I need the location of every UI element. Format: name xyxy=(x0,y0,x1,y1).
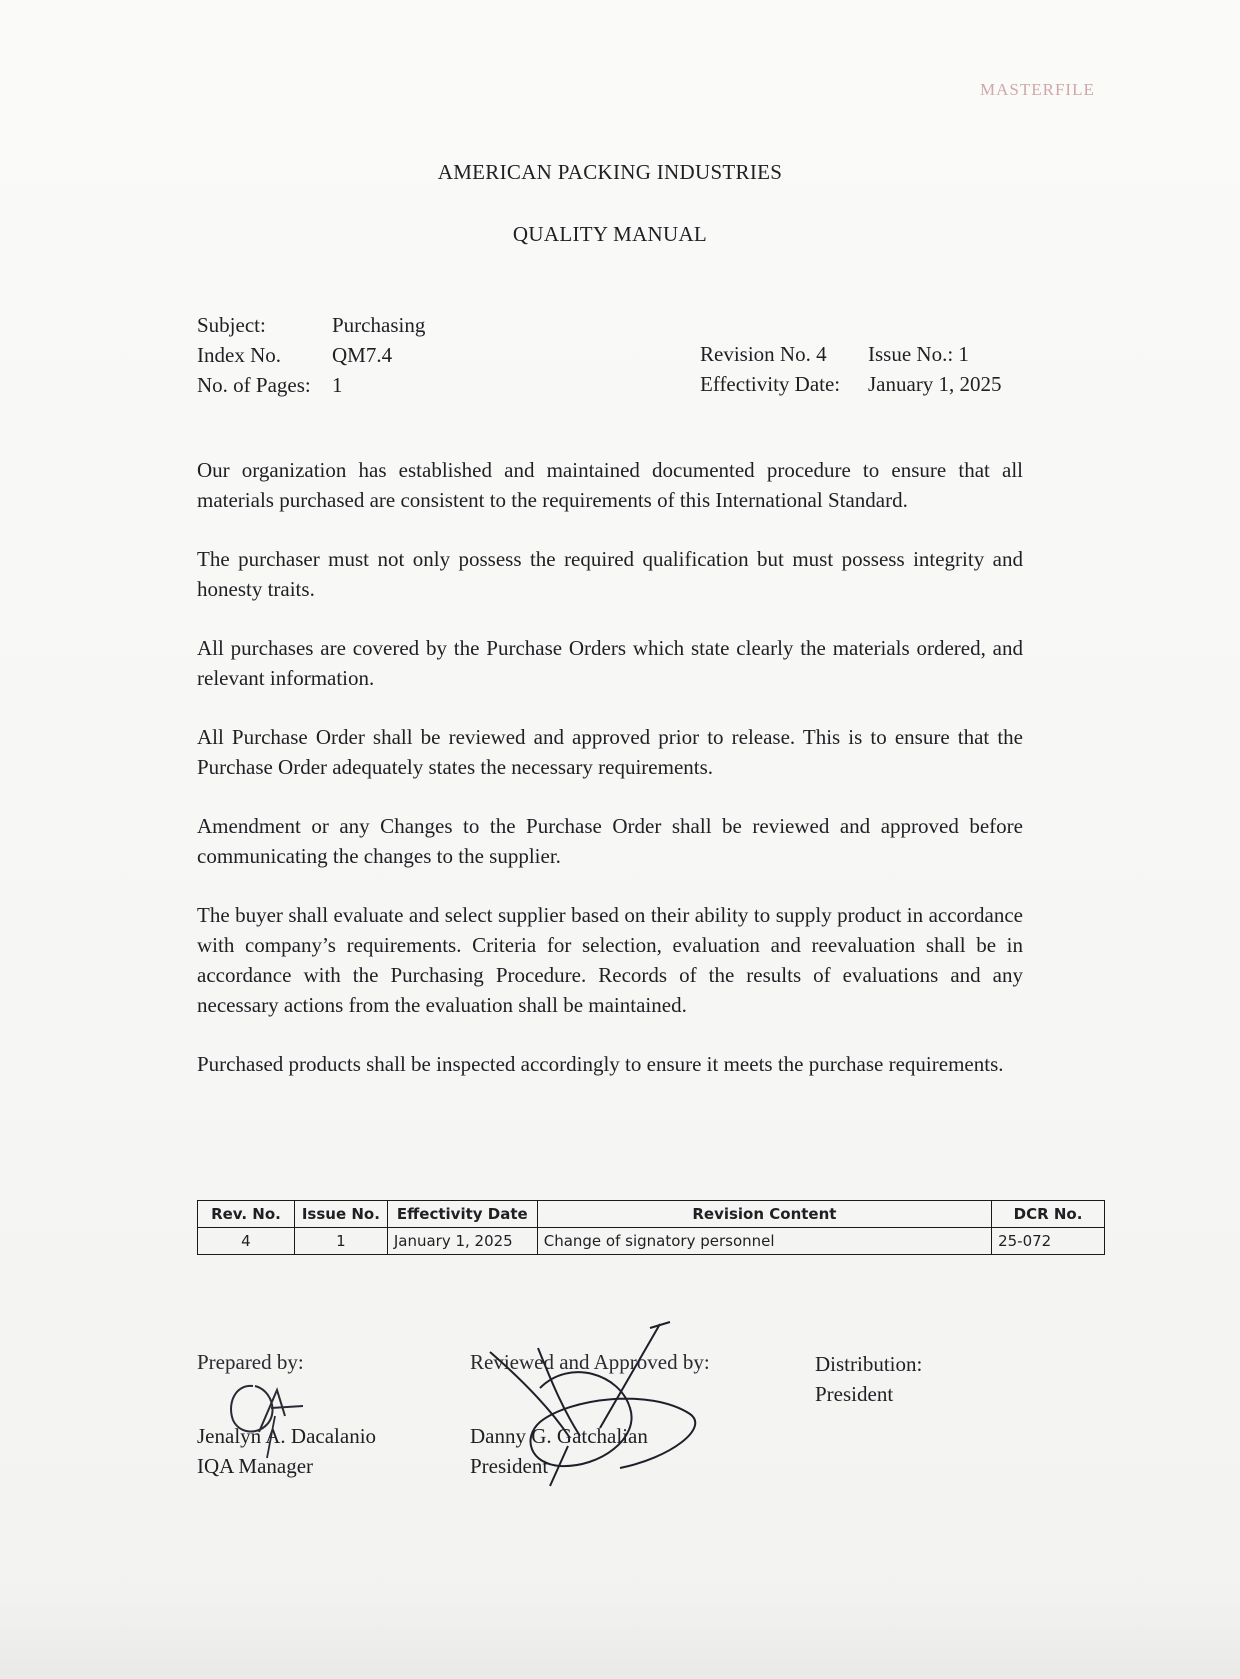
meta-pages-row xyxy=(197,370,425,400)
meta-label: No. of Pages: xyxy=(197,373,311,397)
table-cell: 4 xyxy=(198,1228,295,1255)
reviewed-approved-heading: Reviewed and Approved by: xyxy=(470,1350,710,1374)
document-meta-left xyxy=(197,310,425,400)
meta-subject-row xyxy=(197,310,425,340)
prepared-by-heading: Prepared by: xyxy=(197,1350,304,1374)
prepared-by-signature xyxy=(215,1372,325,1462)
paragraph: All purchases are covered by the Purchase Orders which state clearly the materials ordered, and relevant information. xyxy=(197,636,1023,690)
table-cell: 25-072 xyxy=(992,1228,1105,1255)
signatory-name: Danny G. Gatchalian xyxy=(470,1424,648,1448)
distribution-value: President xyxy=(815,1382,894,1406)
meta-revision-row xyxy=(700,339,1002,369)
revision-table xyxy=(197,1200,1105,1255)
column-header: Issue No. xyxy=(294,1201,387,1228)
company-name: AMERICAN PACKING INDUSTRIES xyxy=(437,160,783,184)
column-header: Effectivity Date xyxy=(387,1201,537,1228)
table-header-row xyxy=(198,1201,1105,1228)
meta-effectivity-row xyxy=(700,369,1002,399)
paragraph: The purchaser must not only possess the required qualification but must possess integrity and honesty traits. xyxy=(197,547,1023,601)
reviewed-by-signature xyxy=(480,1318,710,1488)
column-header: DCR No. xyxy=(992,1201,1105,1228)
meta-value: QM7.4 xyxy=(332,343,393,367)
meta-value: 1 xyxy=(332,373,343,397)
distribution-heading: Distribution: xyxy=(815,1352,923,1376)
paragraph: Our organization has established and maintained documented procedure to ensure that all materials purchased are consistent to the requirements of this International Standard. xyxy=(197,458,1023,512)
table-cell: 1 xyxy=(294,1228,387,1255)
table-row xyxy=(198,1228,1105,1255)
manual-title: QUALITY MANUAL xyxy=(512,222,708,246)
paragraph: All Purchase Order shall be reviewed and approved prior to release. This is to ensure that the Purchase Order adequately states the necessary requirements. xyxy=(197,725,1023,779)
policy-body xyxy=(197,455,1023,1108)
signatory-title: IQA Manager xyxy=(197,1454,314,1478)
paragraph: Purchased products shall be inspected accordingly to ensure it meets the purchase requirements. xyxy=(197,1052,1004,1076)
effectivity-label: Effectivity Date: xyxy=(700,372,841,396)
signatory-name: Jenalyn A. Dacalanio xyxy=(197,1424,377,1448)
scan-smudge xyxy=(0,1590,1240,1679)
column-header: Revision Content xyxy=(537,1201,991,1228)
meta-label: Index No. xyxy=(197,343,281,367)
meta-index-row xyxy=(197,340,425,370)
distribution-block xyxy=(815,1349,922,1409)
meta-value: Purchasing xyxy=(332,313,426,337)
signatory-title: President xyxy=(470,1454,549,1478)
paragraph: Amendment or any Changes to the Purchase Order shall be reviewed and approved before communicating the changes to the supplier. xyxy=(197,814,1023,868)
effectivity-date: January 1, 2025 xyxy=(868,372,1002,396)
meta-label: Subject: xyxy=(197,313,266,337)
masterfile-stamp: MASTERFILE xyxy=(980,80,1095,99)
revision-number: Revision No. 4 xyxy=(700,342,827,366)
table-cell: January 1, 2025 xyxy=(387,1228,537,1255)
issue-number: Issue No.: 1 xyxy=(868,342,969,366)
document-meta-right xyxy=(700,339,1002,399)
column-header: Rev. No. xyxy=(198,1201,295,1228)
table-cell: Change of signatory personnel xyxy=(537,1228,991,1255)
paragraph: The buyer shall evaluate and select supplier based on their ability to supply product in accordance with company’s requirements. Criteria for selection, evaluation and reevaluation shall be in accordance with the Purchasing Procedure. Records of the results of evaluations and any necessary actions from the evaluation shall be maintained. xyxy=(197,903,1023,1017)
